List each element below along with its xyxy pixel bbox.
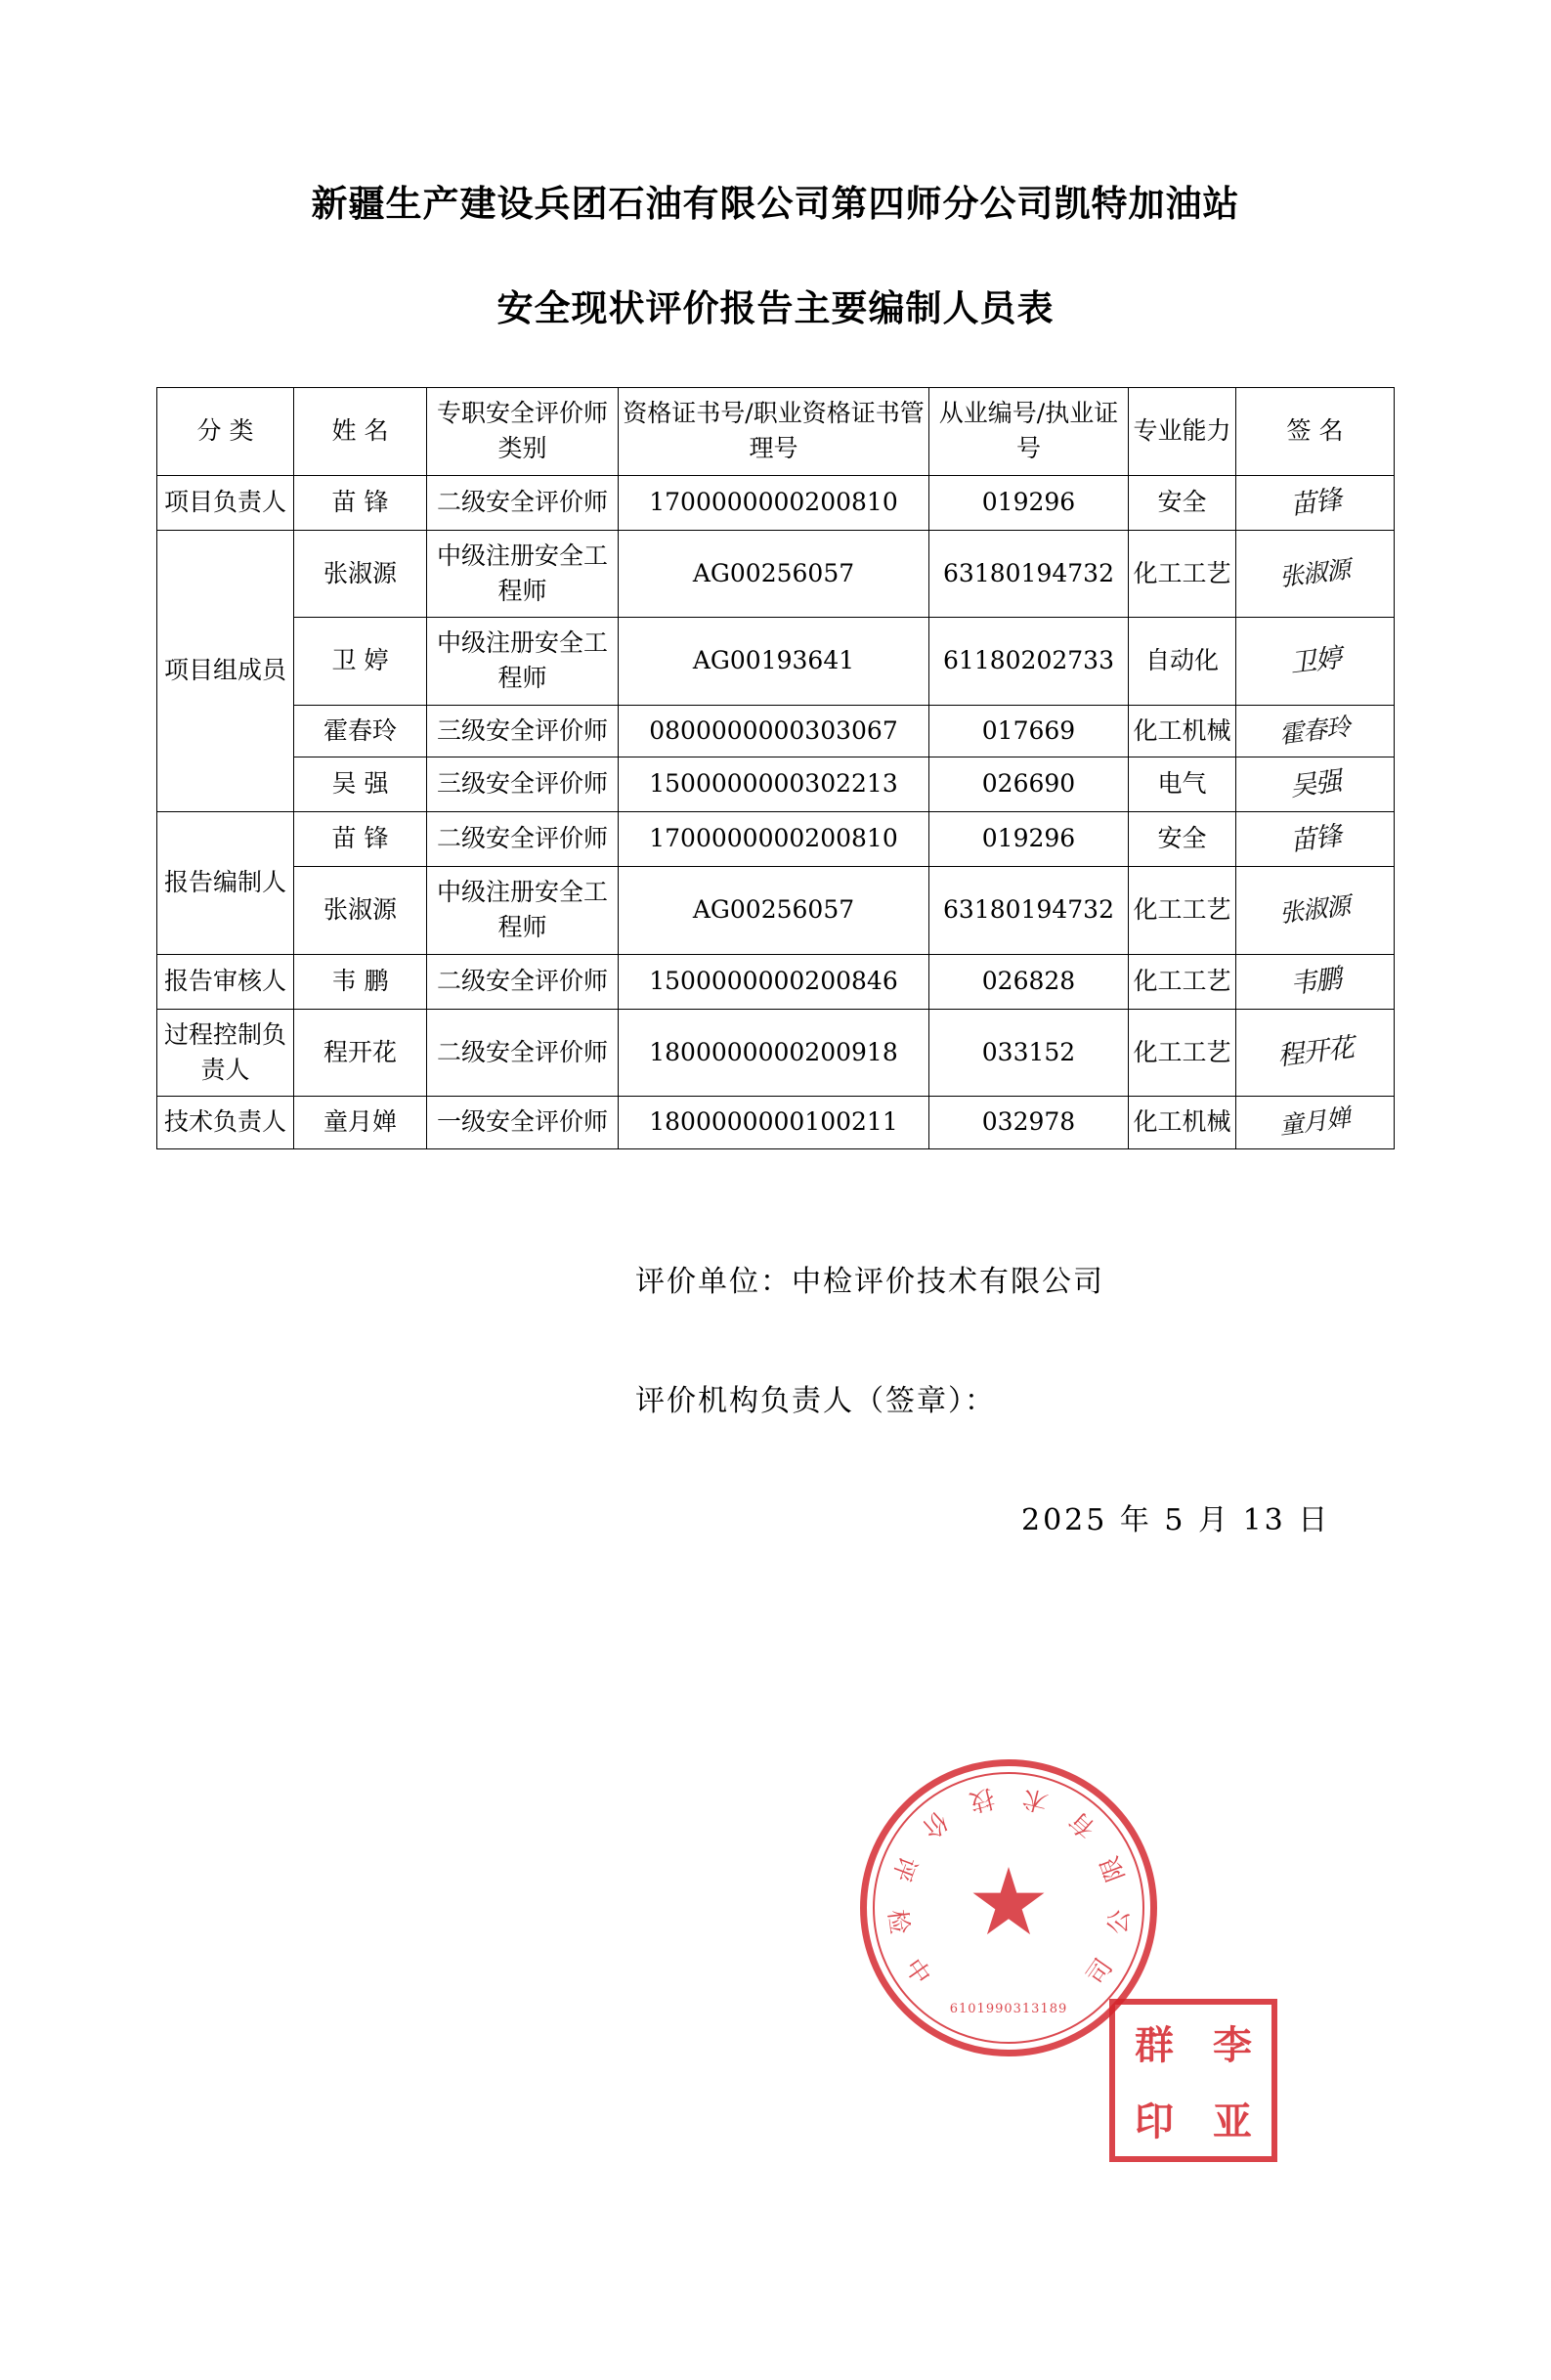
table-row bbox=[157, 867, 1395, 955]
cell-category: 过程控制负责人 bbox=[157, 1009, 294, 1097]
cell-skill: 电气 bbox=[1129, 757, 1236, 811]
seal-arc-char: 公 bbox=[1102, 1908, 1135, 1936]
signature-mark: 张淑源 bbox=[1277, 891, 1352, 929]
header-type: 专职安全评价师类别 bbox=[427, 388, 619, 476]
table-row bbox=[157, 1097, 1395, 1148]
header-category: 分 类 bbox=[157, 388, 294, 476]
cell-signature bbox=[1236, 618, 1395, 706]
cell-category: 报告编制人 bbox=[157, 812, 294, 955]
signature-mark: 霍春玲 bbox=[1277, 712, 1352, 749]
document-page bbox=[0, 182, 1551, 2380]
table-row bbox=[157, 1009, 1395, 1097]
cell-type: 二级安全评价师 bbox=[427, 954, 619, 1009]
cell-name: 吴 强 bbox=[294, 757, 427, 811]
seal-char-1: 群 bbox=[1135, 2022, 1174, 2069]
signature-mark: 吴强 bbox=[1287, 765, 1343, 802]
cell-type: 中级注册安全工程师 bbox=[427, 867, 619, 955]
table-row bbox=[157, 757, 1395, 811]
header-number: 从业编号/执业证号 bbox=[929, 388, 1129, 476]
header-skill: 专业能力 bbox=[1129, 388, 1236, 476]
cell-number: 033152 bbox=[929, 1009, 1129, 1097]
seal-bottom-code: 6101990313189 bbox=[949, 2002, 1068, 2016]
seal-arc-char: 技 bbox=[967, 1783, 998, 1817]
cell-skill: 化工机械 bbox=[1129, 705, 1236, 757]
cell-category: 项目负责人 bbox=[157, 475, 294, 530]
cell-category: 项目组成员 bbox=[157, 530, 294, 811]
signature-mark: 苗锋 bbox=[1287, 820, 1343, 858]
cell-name: 苗 锋 bbox=[294, 475, 427, 530]
table-row bbox=[157, 954, 1395, 1009]
cell-type: 二级安全评价师 bbox=[427, 812, 619, 867]
title-line-1: 新疆生产建设兵团石油有限公司第四师分公司凯特加油站 bbox=[311, 182, 1240, 225]
table-row bbox=[157, 812, 1395, 867]
seal-arc-char: 限 bbox=[1095, 1852, 1131, 1885]
cell-skill: 安全 bbox=[1129, 812, 1236, 867]
cell-number: 63180194732 bbox=[929, 867, 1129, 955]
cell-type: 一级安全评价师 bbox=[427, 1097, 619, 1148]
personnel-table bbox=[156, 387, 1395, 1149]
cell-skill: 化工工艺 bbox=[1129, 954, 1236, 1009]
cell-name: 卫 婷 bbox=[294, 618, 427, 706]
cell-skill: 化工工艺 bbox=[1129, 867, 1236, 955]
cell-signature bbox=[1236, 475, 1395, 530]
cell-signature bbox=[1236, 954, 1395, 1009]
cell-type: 二级安全评价师 bbox=[427, 1009, 619, 1097]
signature-mark: 张淑源 bbox=[1277, 554, 1352, 592]
header-cert: 资格证书号/职业资格证书管理号 bbox=[619, 388, 929, 476]
cell-type: 三级安全评价师 bbox=[427, 757, 619, 811]
cell-cert: 1500000000200846 bbox=[619, 954, 929, 1009]
table-header-row bbox=[157, 388, 1395, 476]
cell-cert: AG00256057 bbox=[619, 867, 929, 955]
seal-arc-char: 有 bbox=[1063, 1806, 1101, 1844]
seal-arc-char: 价 bbox=[916, 1806, 954, 1844]
round-company-seal bbox=[860, 1759, 1157, 2056]
table-row bbox=[157, 475, 1395, 530]
cell-category: 报告审核人 bbox=[157, 954, 294, 1009]
header-name: 姓 名 bbox=[294, 388, 427, 476]
cell-cert: 1700000000200810 bbox=[619, 812, 929, 867]
cell-signature bbox=[1236, 530, 1395, 618]
header-signature: 签 名 bbox=[1236, 388, 1395, 476]
cell-skill: 安全 bbox=[1129, 475, 1236, 530]
cell-name: 韦 鹏 bbox=[294, 954, 427, 1009]
cell-signature bbox=[1236, 1097, 1395, 1148]
cell-cert: 0800000000303067 bbox=[619, 705, 929, 757]
cell-name: 童月婵 bbox=[294, 1097, 427, 1148]
seal-arc-char: 术 bbox=[1019, 1783, 1051, 1817]
cell-number: 019296 bbox=[929, 475, 1129, 530]
seal-char-3: 印 bbox=[1135, 2098, 1174, 2144]
cell-name: 张淑源 bbox=[294, 530, 427, 618]
cell-cert: AG00256057 bbox=[619, 530, 929, 618]
table-row bbox=[157, 618, 1395, 706]
title-line-2: 安全现状评价报告主要编制人员表 bbox=[496, 286, 1055, 329]
seal-char-2: 李 bbox=[1213, 2022, 1252, 2069]
cell-type: 中级注册安全工程师 bbox=[427, 618, 619, 706]
cell-signature bbox=[1236, 757, 1395, 811]
document-date: 2025 年 5 月 13 日 bbox=[1021, 1502, 1331, 1537]
cell-skill: 自动化 bbox=[1129, 618, 1236, 706]
cell-number: 026690 bbox=[929, 757, 1129, 811]
seal-square-chars bbox=[1115, 2005, 1271, 2156]
cell-number: 017669 bbox=[929, 705, 1129, 757]
cell-name: 程开花 bbox=[294, 1009, 427, 1097]
cell-signature bbox=[1236, 812, 1395, 867]
cell-type: 三级安全评价师 bbox=[427, 705, 619, 757]
cell-skill: 化工工艺 bbox=[1129, 1009, 1236, 1097]
cell-cert: 1800000000100211 bbox=[619, 1097, 929, 1148]
seal-arc-char: 评 bbox=[886, 1852, 923, 1885]
seal-arc-char: 司 bbox=[1080, 1953, 1119, 1990]
cell-signature bbox=[1236, 705, 1395, 757]
document-footer bbox=[0, 1257, 1551, 1538]
document-title bbox=[0, 182, 1551, 329]
signature-mark: 苗锋 bbox=[1287, 484, 1343, 521]
cell-skill: 化工机械 bbox=[1129, 1097, 1236, 1148]
evaluation-signer-line: 评价机构负责人（签章）： bbox=[635, 1383, 996, 1418]
cell-cert: AG00193641 bbox=[619, 618, 929, 706]
table-row bbox=[157, 530, 1395, 618]
evaluation-org-line: 评价单位：中检评价技术有限公司 bbox=[635, 1264, 1104, 1299]
cell-cert: 1500000000302213 bbox=[619, 757, 929, 811]
cell-skill: 化工工艺 bbox=[1129, 530, 1236, 618]
cell-name: 张淑源 bbox=[294, 867, 427, 955]
cell-type: 二级安全评价师 bbox=[427, 475, 619, 530]
cell-category: 技术负责人 bbox=[157, 1097, 294, 1148]
seal-inner-ring bbox=[873, 1772, 1144, 2044]
square-personal-seal bbox=[1109, 1999, 1277, 2162]
cell-number: 61180202733 bbox=[929, 618, 1129, 706]
seal-char-4: 亚 bbox=[1213, 2098, 1252, 2144]
signature-mark: 韦鹏 bbox=[1287, 963, 1343, 1000]
seal-top-text bbox=[867, 1766, 1150, 2050]
seal-arc-char: 中 bbox=[898, 1953, 937, 1990]
signature-mark: 童月婵 bbox=[1277, 1103, 1352, 1141]
cell-name: 苗 锋 bbox=[294, 812, 427, 867]
cell-cert: 1700000000200810 bbox=[619, 475, 929, 530]
seal-star-icon bbox=[971, 1867, 1046, 1941]
cell-number: 63180194732 bbox=[929, 530, 1129, 618]
cell-number: 026828 bbox=[929, 954, 1129, 1009]
cell-type: 中级注册安全工程师 bbox=[427, 530, 619, 618]
signature-mark: 卫婷 bbox=[1287, 642, 1343, 679]
cell-cert: 1800000000200918 bbox=[619, 1009, 929, 1097]
seal-arc-char: 检 bbox=[883, 1908, 915, 1936]
signature-mark: 程开花 bbox=[1274, 1032, 1356, 1073]
table-row bbox=[157, 705, 1395, 757]
cell-number: 019296 bbox=[929, 812, 1129, 867]
cell-number: 032978 bbox=[929, 1097, 1129, 1148]
cell-signature bbox=[1236, 867, 1395, 955]
cell-signature bbox=[1236, 1009, 1395, 1097]
cell-name: 霍春玲 bbox=[294, 705, 427, 757]
